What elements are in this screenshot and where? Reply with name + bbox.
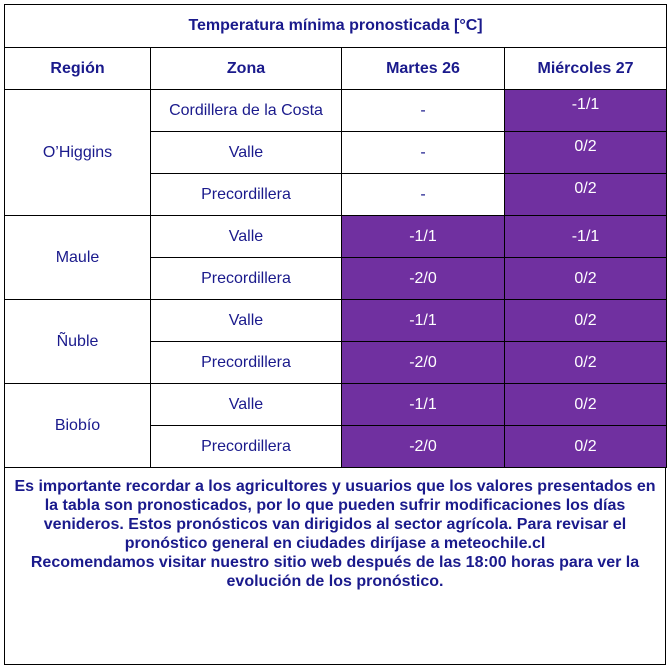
header-martes: Martes 26: [342, 48, 505, 90]
zona-cell: Valle: [151, 384, 342, 426]
miercoles-cell: 0/2: [505, 300, 667, 342]
miercoles-cell: 0/2: [505, 384, 667, 426]
martes-cell: -1/1: [342, 300, 505, 342]
disclaimer-paragraph: Es importante recordar a los agricultores y usuarios que los valores presentados en la tabla son pronosticados, por lo que pueden sufrir modificaciones los días venideros. Estos pronósticos van dirigidos al sector agrícola. Para revisar el pronóstico general en ciudades diríjase a meteochile.cl: [14, 478, 656, 552]
header-miercoles: Miércoles 27: [505, 48, 667, 90]
miercoles-cell: 0/2: [505, 342, 667, 384]
region-nuble: Ñuble: [5, 300, 151, 384]
zona-cell: Valle: [151, 300, 342, 342]
miercoles-cell: 0/2: [505, 426, 667, 468]
zona-cell: Cordillera de la Costa: [151, 90, 342, 132]
zona-cell: Valle: [151, 132, 342, 174]
martes-cell: -: [342, 90, 505, 132]
zona-cell: Precordillera: [151, 258, 342, 300]
disclaimer-note: [4, 467, 666, 665]
miercoles-cell: 0/2: [505, 174, 667, 216]
forecast-table: [4, 4, 667, 468]
table-title: Temperatura mínima pronosticada [°C]: [5, 5, 667, 48]
miercoles-cell: 0/2: [505, 132, 667, 174]
header-zona: Zona: [151, 48, 342, 90]
zona-cell: Precordillera: [151, 174, 342, 216]
martes-cell: -2/0: [342, 258, 505, 300]
martes-cell: -1/1: [342, 216, 505, 258]
martes-cell: -: [342, 132, 505, 174]
miercoles-cell: -1/1: [505, 216, 667, 258]
zona-cell: Precordillera: [151, 426, 342, 468]
martes-cell: -1/1: [342, 384, 505, 426]
zona-cell: Valle: [151, 216, 342, 258]
miercoles-cell: -1/1: [505, 90, 667, 132]
region-biobio: Biobío: [5, 384, 151, 468]
martes-cell: -: [342, 174, 505, 216]
region-ohiggins: O’Higgins: [5, 90, 151, 216]
miercoles-cell: 0/2: [505, 258, 667, 300]
martes-cell: -2/0: [342, 426, 505, 468]
recommendation-paragraph: Recomendamos visitar nuestro sitio web después de las 18:00 horas para ver la evolución de los pronóstico.: [30, 554, 640, 590]
header-region: Región: [5, 48, 151, 90]
martes-cell: -2/0: [342, 342, 505, 384]
zona-cell: Precordillera: [151, 342, 342, 384]
region-maule: Maule: [5, 216, 151, 300]
